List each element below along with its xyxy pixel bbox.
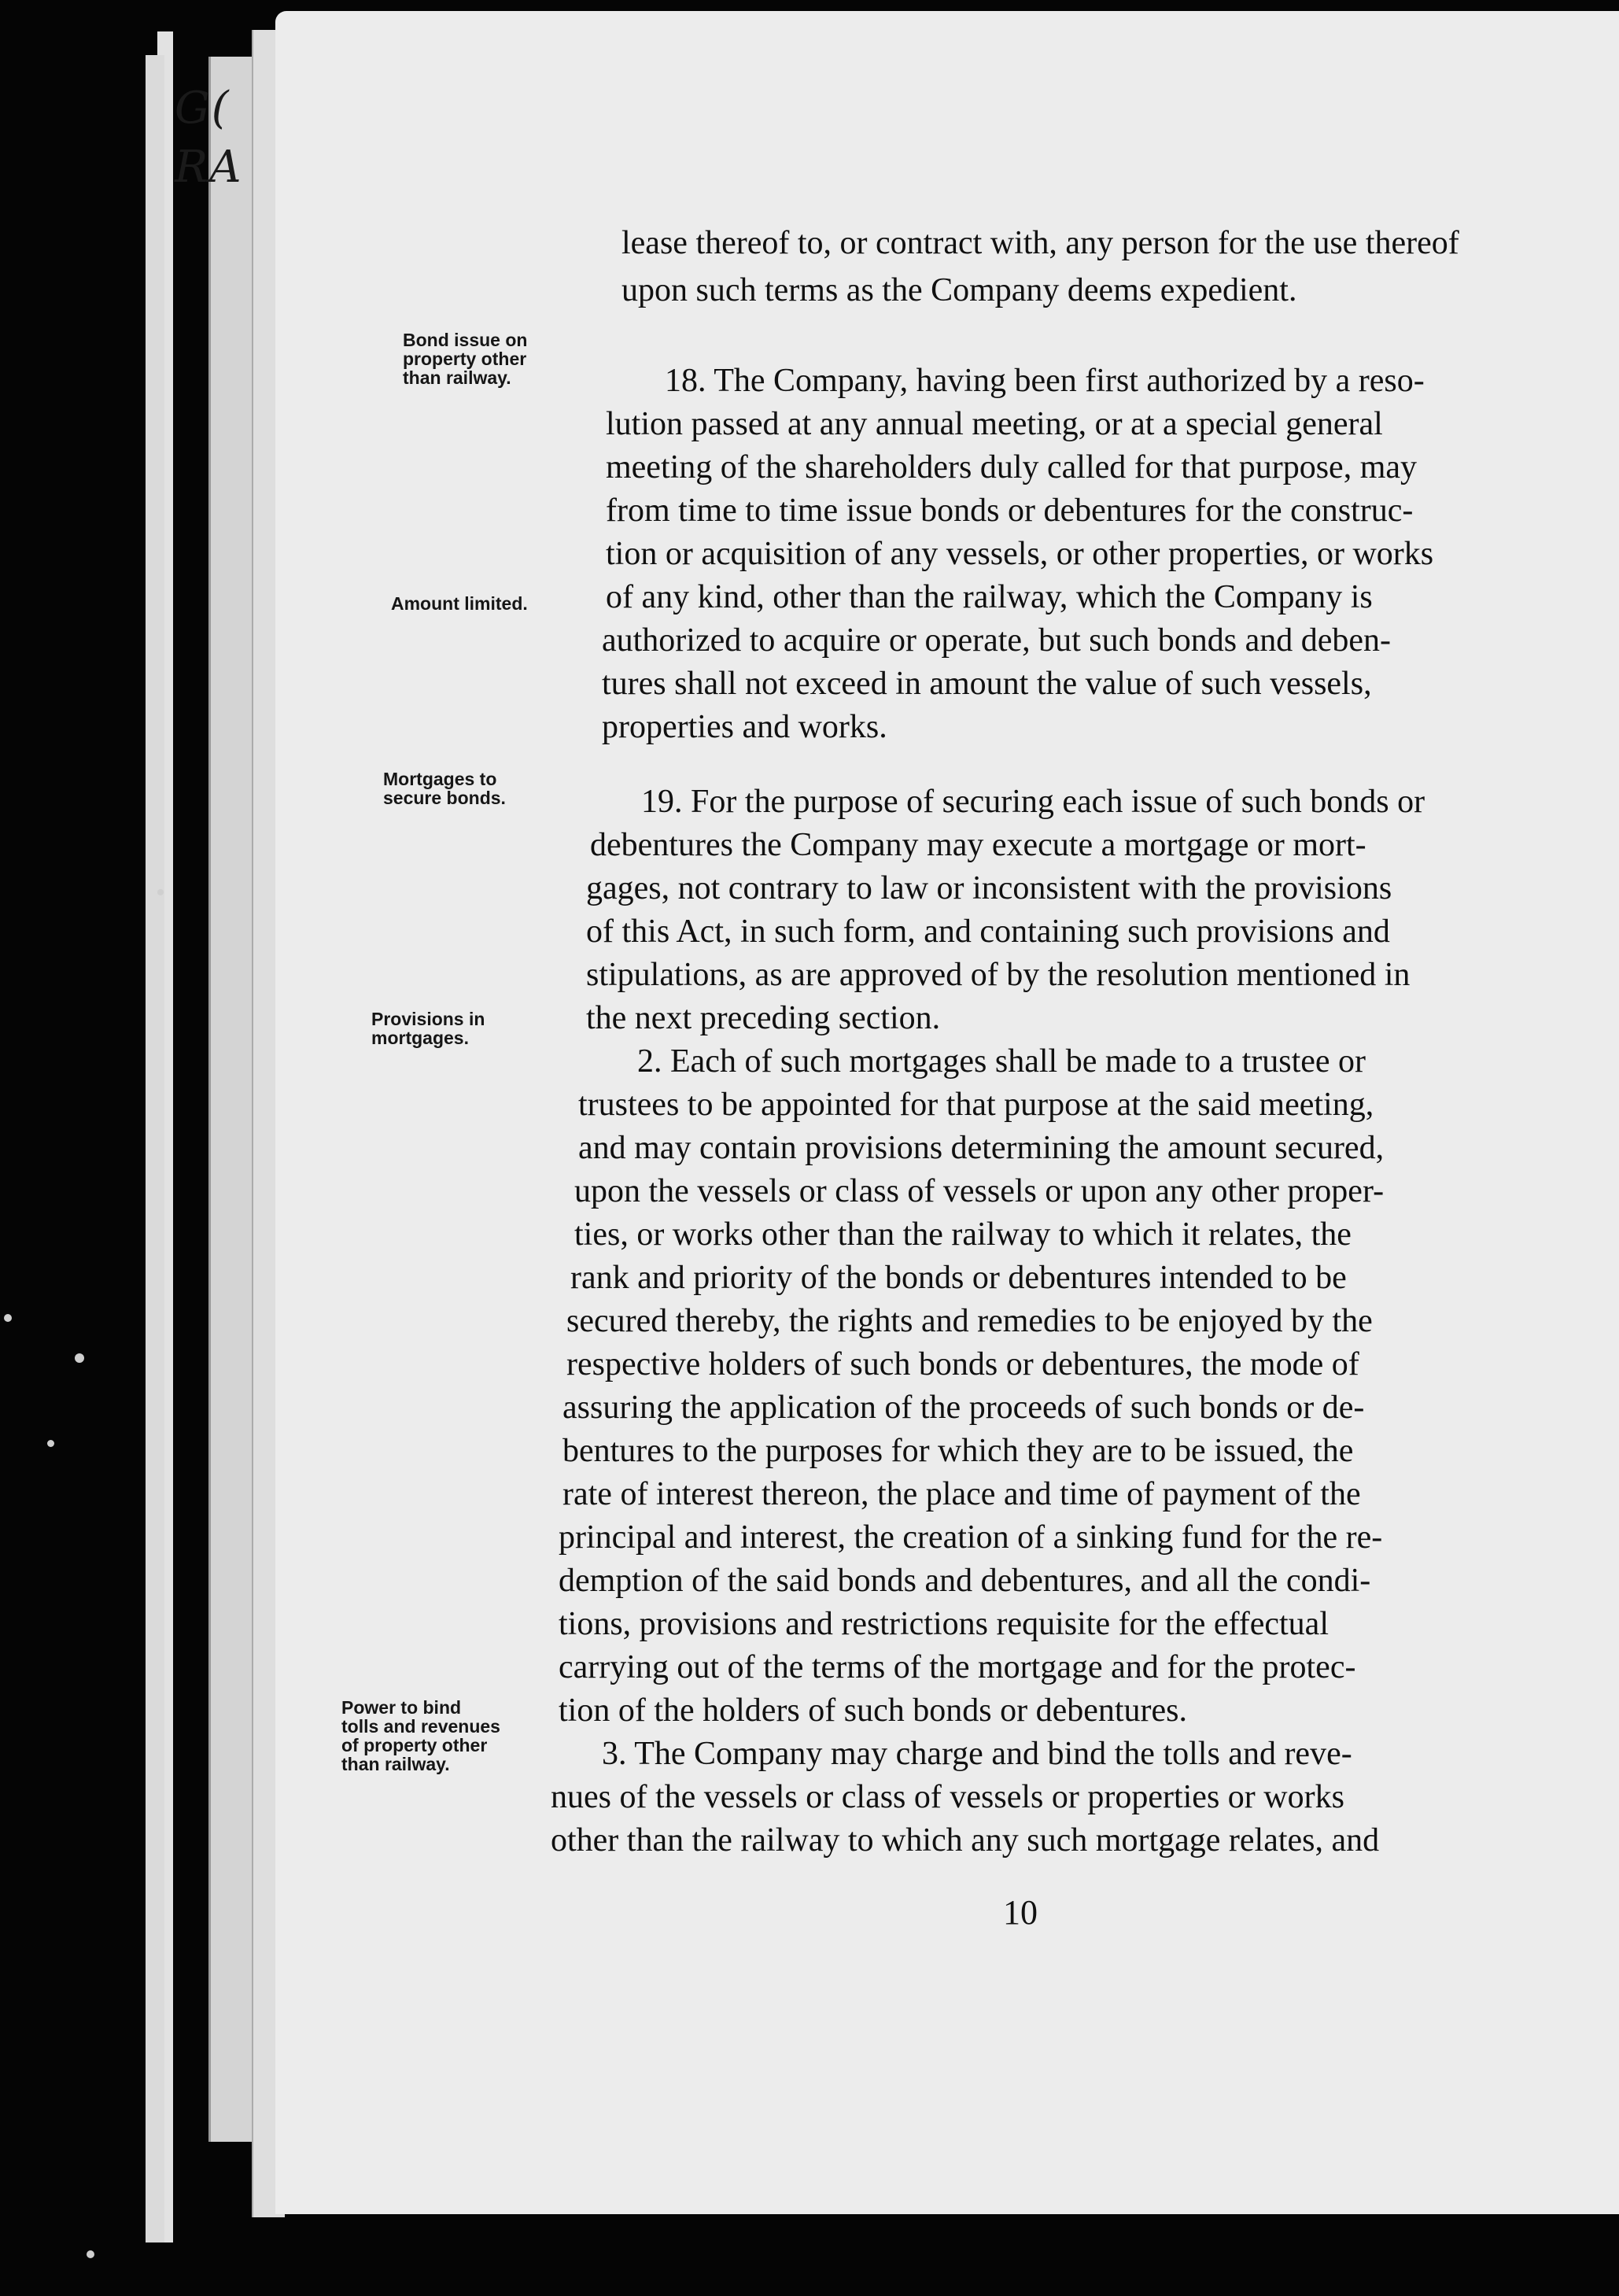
page-stack-edge (208, 57, 258, 2142)
text-line: 18. The Company, having been first authorized by a reso- (665, 363, 1425, 399)
margin-note-amount-limited: Amount limited. (391, 593, 528, 614)
scan-speck (4, 1314, 12, 1322)
scan-speck (157, 889, 164, 895)
scan-speck (87, 2250, 94, 2258)
text-line: of this Act, in such form, and containing such provisions and (586, 914, 1390, 950)
page-stack-edge (146, 55, 164, 2242)
text-line: of any kind, other than the railway, which the Company is (606, 579, 1373, 615)
text-line: 19. For the purpose of securing each issue of such bonds or (641, 784, 1425, 820)
text-line: tion or acquisition of any vessels, or other properties, or works (606, 536, 1434, 572)
text-line: 2. Each of such mortgages shall be made to a trustee or (637, 1043, 1366, 1080)
text-line: trustees to be appointed for that purpose at the said meeting, (578, 1087, 1374, 1123)
text-line: secured thereby, the rights and remedies to be enjoyed by the (566, 1303, 1373, 1339)
text-line: bentures to the purposes for which they are to be issued, the (562, 1433, 1354, 1469)
handwritten-mark: RA (175, 142, 243, 193)
scan-speck (47, 1440, 54, 1447)
text-line: carrying out of the terms of the mortgage and for the protec- (559, 1649, 1356, 1685)
text-line: respective holders of such bonds or debentures, the mode of (566, 1346, 1359, 1382)
text-line: principal and interest, the creation of a sinking fund for the re- (559, 1519, 1383, 1556)
text-line: assuring the application of the proceeds of such bonds or de- (562, 1390, 1365, 1426)
margin-note-bond-issue: Bond issue on property other than railway. (403, 330, 528, 388)
text-line: the next preceding section. (586, 1000, 941, 1036)
text-line: 3. The Company may charge and bind the tolls and reve- (602, 1736, 1352, 1772)
text-line: lution passed at any annual meeting, or at a special general (606, 406, 1383, 442)
text-line: and may contain provisions determining the amount secured, (578, 1130, 1385, 1166)
text-line: debentures the Company may execute a mortgage or mort- (590, 827, 1366, 863)
text-line: properties and works. (602, 709, 887, 745)
text-line: upon such terms as the Company deems expedient. (621, 272, 1297, 308)
text-line: lease thereof to, or contract with, any person for the use thereof (621, 225, 1459, 261)
text-line: rank and priority of the bonds or debentures intended to be (570, 1260, 1347, 1296)
text-line: stipulations, as are approved of by the resolution mentioned in (586, 957, 1411, 993)
page-number: 10 (1003, 1893, 1038, 1932)
scan-speck (75, 1353, 84, 1363)
text-line: authorized to acquire or operate, but such bonds and deben- (602, 622, 1391, 659)
margin-note-provisions: Provisions in mortgages. (371, 1009, 485, 1048)
text-line: gages, not contrary to law or inconsistent with the provisions (586, 870, 1392, 906)
text-line: tions, provisions and restrictions requisite for the effectual (559, 1606, 1329, 1642)
text-line: demption of the said bonds and debentures, and all the condi- (559, 1563, 1371, 1599)
text-line: meeting of the shareholders duly called for that purpose, may (606, 449, 1418, 485)
margin-note-power-to-bind: Power to bind tolls and revenues of property other than railway. (341, 1697, 500, 1774)
text-line: other than the railway to which any such mortgage relates, and (551, 1822, 1380, 1859)
text-line: rate of interest thereon, the place and time of payment of the (562, 1476, 1361, 1512)
margin-note-mortgages: Mortgages to secure bonds. (383, 769, 506, 808)
handwritten-mark: G( (175, 83, 230, 134)
text-line: upon the vessels or class of vessels or upon any other proper- (574, 1173, 1385, 1209)
text-line: tion of the holders of such bonds or debentures. (559, 1692, 1188, 1729)
text-line: ties, or works other than the railway to which it relates, the (574, 1216, 1352, 1253)
text-line: from time to time issue bonds or debentures for the construc- (606, 493, 1414, 529)
text-line: tures shall not exceed in amount the value of such vessels, (602, 666, 1372, 702)
text-line: nues of the vessels or class of vessels or properties or works (551, 1779, 1344, 1815)
